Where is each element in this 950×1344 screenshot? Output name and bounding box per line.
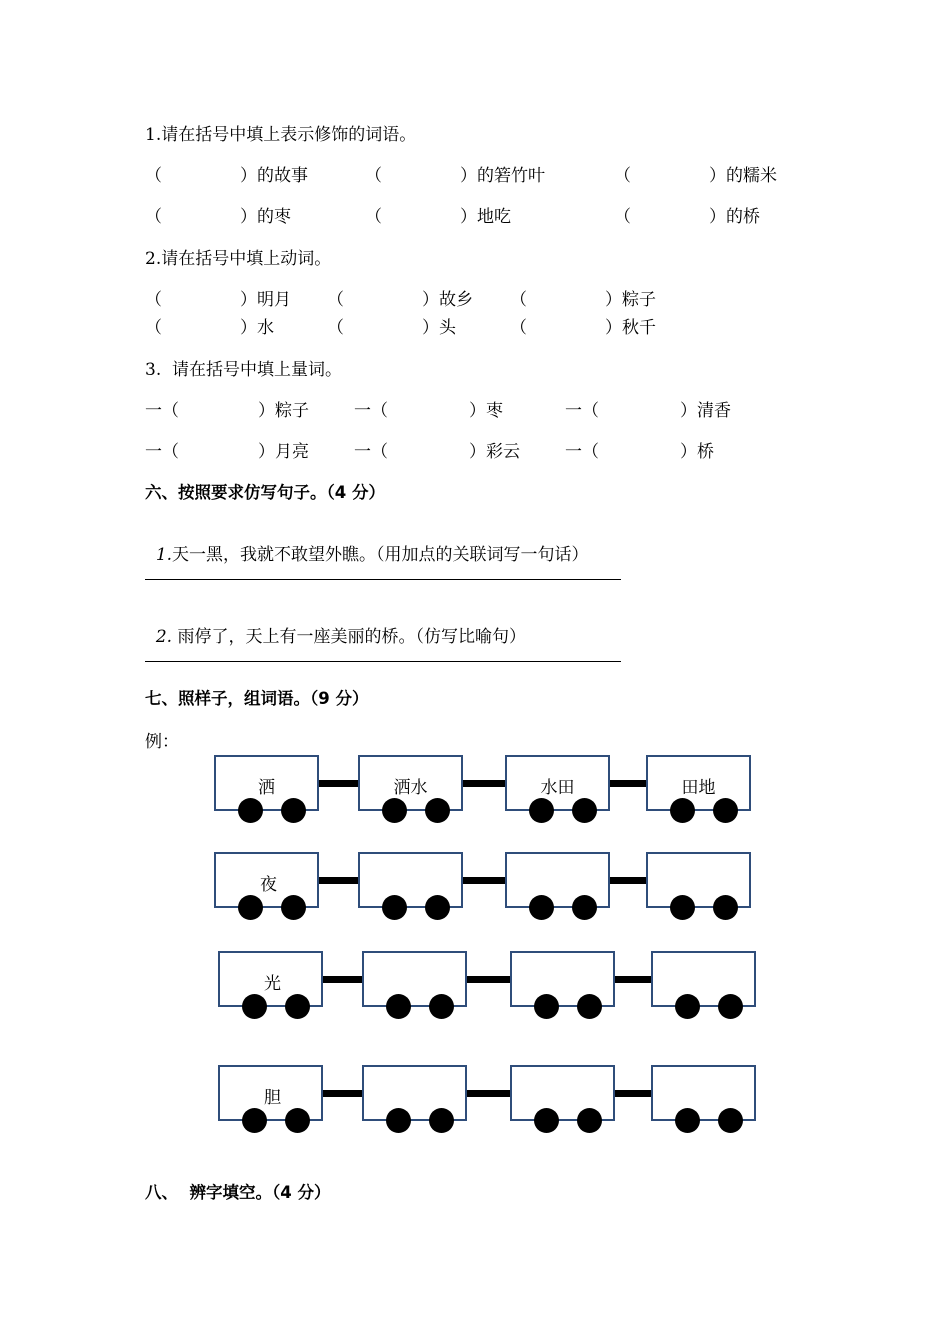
coupler <box>610 877 646 884</box>
train-car-word: 洒 <box>258 778 275 798</box>
blank-open: 一（ <box>565 401 599 421</box>
blank-open: 一（ <box>354 442 388 462</box>
wheel-icon <box>572 798 597 823</box>
q3-prompt: 3. 请在括号中填上量词。 <box>145 360 343 380</box>
blank-open: 一（ <box>565 442 599 462</box>
wheel-icon <box>285 1108 310 1133</box>
wheel-icon <box>577 1108 602 1133</box>
wheel-icon <box>534 994 559 1019</box>
blank-close-text: ）清香 <box>680 401 731 421</box>
blank-close-text: ）桥 <box>680 442 714 462</box>
wheel-icon <box>429 994 454 1019</box>
coupler <box>319 780 358 787</box>
wheel-icon <box>242 1108 267 1133</box>
section6-item1 <box>145 520 589 565</box>
wheel-icon <box>238 798 263 823</box>
wheel-icon <box>382 798 407 823</box>
blank-close-text: ）地吃 <box>460 207 511 227</box>
coupler <box>467 1090 510 1097</box>
blank-close-text: ）的故事 <box>240 166 308 186</box>
train-car-word: 光 <box>264 974 281 994</box>
wheel-icon <box>425 798 450 823</box>
item-number: 2. <box>155 627 173 647</box>
section7-heading: 七、照样子，组词语。（9 分） <box>145 689 369 708</box>
wheel-icon <box>572 895 597 920</box>
train-car-word: 田地 <box>681 778 716 798</box>
coupler <box>463 780 505 787</box>
blank-open: （ <box>510 318 527 338</box>
train-car-word: 夜 <box>260 875 277 895</box>
coupler <box>323 976 362 983</box>
blank-close-text: ）月亮 <box>258 442 309 462</box>
blank-open: （ <box>510 290 527 310</box>
wheel-icon <box>429 1108 454 1133</box>
section8-heading: 八、 辨字填空。（4 分） <box>145 1183 331 1202</box>
blank-close-text: ）故乡 <box>422 290 473 310</box>
wheel-icon <box>382 895 407 920</box>
blank-open: （ <box>145 318 162 338</box>
section6-heading: 六、按照要求仿写句子。（4 分） <box>145 483 385 502</box>
train-car-word: 胆 <box>264 1088 281 1108</box>
blank-open: （ <box>145 166 162 186</box>
item-text: 天一黑，我就不敢望外瞧。（用加点的关联词写一句话） <box>172 545 589 565</box>
q2-prompt: 2.请在括号中填上动词。 <box>145 249 332 269</box>
section6-item2 <box>145 602 526 647</box>
blank-close-text: ）头 <box>422 318 456 338</box>
blank-open: （ <box>327 290 344 310</box>
coupler <box>463 877 505 884</box>
wheel-icon <box>718 994 743 1019</box>
blank-close-text: ）的糯米 <box>709 166 777 186</box>
blank-open: 一（ <box>145 442 179 462</box>
coupler <box>467 976 510 983</box>
wheel-icon <box>281 798 306 823</box>
wheel-icon <box>670 895 695 920</box>
wheel-icon <box>386 994 411 1019</box>
blank-open: （ <box>327 318 344 338</box>
coupler <box>610 780 646 787</box>
blank-open: （ <box>145 207 162 227</box>
blank-open: 一（ <box>354 401 388 421</box>
train-car-word: 洒水 <box>393 778 428 798</box>
wheel-icon <box>238 895 263 920</box>
wheel-icon <box>285 994 310 1019</box>
wheel-icon <box>675 994 700 1019</box>
wheel-icon <box>386 1108 411 1133</box>
blank-close-text: ）水 <box>240 318 274 338</box>
wheel-icon <box>529 798 554 823</box>
wheel-icon <box>425 895 450 920</box>
blank-close-text: ）粽子 <box>258 401 309 421</box>
blank-open: （ <box>365 166 382 186</box>
wheel-icon <box>670 798 695 823</box>
item-text: 雨停了，天上有一座美丽的桥。（仿写比喻句） <box>172 627 526 647</box>
answer-line-2 <box>145 661 621 662</box>
wheel-icon <box>675 1108 700 1133</box>
item-number: 1. <box>155 545 173 565</box>
blank-close-text: ）明月 <box>240 290 291 310</box>
blank-close-text: ）粽子 <box>605 290 656 310</box>
wheel-icon <box>242 994 267 1019</box>
wheel-icon <box>713 798 738 823</box>
blank-open: （ <box>365 207 382 227</box>
q1-prompt: 1.请在括号中填上表示修饰的词语。 <box>145 125 417 145</box>
blank-open: （ <box>614 207 631 227</box>
answer-line-1 <box>145 579 621 580</box>
coupler <box>319 877 358 884</box>
wheel-icon <box>718 1108 743 1133</box>
blank-close-text: ）秋千 <box>605 318 656 338</box>
blank-close-text: ）彩云 <box>469 442 520 462</box>
blank-open: （ <box>614 166 631 186</box>
wheel-icon <box>577 994 602 1019</box>
coupler <box>615 1090 651 1097</box>
blank-open: 一（ <box>145 401 179 421</box>
coupler <box>323 1090 362 1097</box>
wheel-icon <box>529 895 554 920</box>
blank-close-text: ）的桥 <box>709 207 760 227</box>
blank-close-text: ）的枣 <box>240 207 291 227</box>
coupler <box>615 976 651 983</box>
train-car-word: 水田 <box>540 778 575 798</box>
wheel-icon <box>713 895 738 920</box>
example-label: 例： <box>145 732 179 752</box>
wheel-icon <box>281 895 306 920</box>
blank-close-text: ）枣 <box>469 401 503 421</box>
wheel-icon <box>534 1108 559 1133</box>
blank-open: （ <box>145 290 162 310</box>
blank-close-text: ）的箬竹叶 <box>460 166 545 186</box>
